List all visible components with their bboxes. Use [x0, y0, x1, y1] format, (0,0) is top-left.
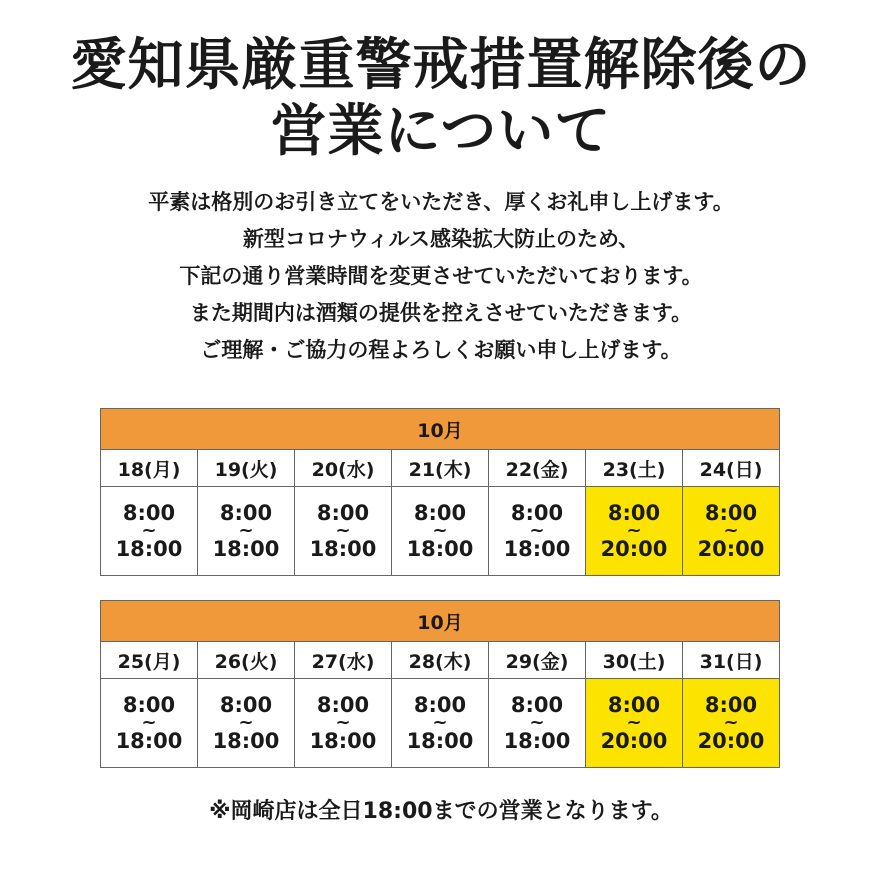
open-time: 8:00: [704, 501, 758, 525]
message-line: ご理解・ご協力の程よろしくお願い申し上げます。: [200, 338, 682, 362]
day-label: 29(金): [489, 642, 586, 679]
time-separator: ~: [238, 712, 254, 733]
time-separator: ~: [141, 520, 157, 541]
hours-cell: [101, 679, 198, 768]
open-time: 8:00: [219, 693, 273, 717]
close-time: 18:00: [406, 729, 474, 753]
time-separator: ~: [335, 520, 351, 541]
close-time: 18:00: [503, 729, 571, 753]
open-time: 8:00: [413, 501, 467, 525]
month-header: 10月: [101, 601, 780, 642]
time-separator: ~: [238, 520, 254, 541]
day-label: 21(木): [392, 450, 489, 487]
close-time: 20:00: [600, 729, 668, 753]
message-line: 平素は格別のお引き立てをいただき、厚くお礼申し上げます。: [148, 190, 734, 214]
hours-cell-weekend: [586, 679, 683, 768]
hours-cell-weekend: [683, 487, 780, 576]
hours-cell: [295, 679, 392, 768]
close-time: 20:00: [697, 729, 765, 753]
time-separator: ~: [141, 712, 157, 733]
open-time: 8:00: [704, 693, 758, 717]
close-time: 20:00: [600, 537, 668, 561]
open-time: 8:00: [607, 693, 661, 717]
close-time: 18:00: [212, 729, 280, 753]
day-label: 30(土): [586, 642, 683, 679]
page-title-line-1: 愛知県厳重警戒措置解除後の: [70, 33, 812, 98]
open-time: 8:00: [122, 693, 176, 717]
day-label: 25(月): [101, 642, 198, 679]
day-label: 22(金): [489, 450, 586, 487]
message-line: また期間内は酒類の提供を控えさせていただきます。: [189, 301, 693, 325]
close-time: 18:00: [115, 537, 183, 561]
day-label: 18(月): [101, 450, 198, 487]
open-time: 8:00: [316, 501, 370, 525]
time-separator: ~: [626, 520, 642, 541]
close-time: 18:00: [115, 729, 183, 753]
schedule-table-week-1: [100, 408, 780, 576]
close-time: 18:00: [309, 537, 377, 561]
open-time: 8:00: [607, 501, 661, 525]
close-time: 18:00: [406, 537, 474, 561]
open-time: 8:00: [413, 693, 467, 717]
close-time: 18:00: [212, 537, 280, 561]
day-label: 19(火): [198, 450, 295, 487]
close-time: 18:00: [309, 729, 377, 753]
hours-cell-weekend: [683, 679, 780, 768]
hours-cell-weekend: [586, 487, 683, 576]
hours-cell: [295, 487, 392, 576]
message-line: 新型コロナウィルス感染拡大防止のため、: [242, 227, 640, 251]
close-time: 20:00: [697, 537, 765, 561]
open-time: 8:00: [219, 501, 273, 525]
hours-cell: [489, 487, 586, 576]
day-label: 27(水): [295, 642, 392, 679]
open-time: 8:00: [510, 693, 564, 717]
day-label: 26(火): [198, 642, 295, 679]
page-title-line-2: 営業について: [270, 99, 612, 164]
hours-cell: [392, 487, 489, 576]
schedule-table-week-2: [100, 600, 780, 768]
time-separator: ~: [432, 520, 448, 541]
time-separator: ~: [529, 712, 545, 733]
day-label: 24(日): [683, 450, 780, 487]
day-label: 31(日): [683, 642, 780, 679]
open-time: 8:00: [316, 693, 370, 717]
time-separator: ~: [335, 712, 351, 733]
announcement-message: [0, 184, 882, 369]
open-time: 8:00: [122, 501, 176, 525]
close-time: 18:00: [503, 537, 571, 561]
hours-cell: [101, 487, 198, 576]
hours-cell: [392, 679, 489, 768]
time-separator: ~: [432, 712, 448, 733]
time-separator: ~: [723, 712, 739, 733]
hours-cell: [198, 487, 295, 576]
day-label: 23(土): [586, 450, 683, 487]
month-header: 10月: [101, 409, 780, 450]
time-separator: ~: [723, 520, 739, 541]
message-line: 下記の通り営業時間を変更させていただいております。: [179, 264, 703, 288]
open-time: 8:00: [510, 501, 564, 525]
hours-cell: [198, 679, 295, 768]
time-separator: ~: [529, 520, 545, 541]
day-label: 20(水): [295, 450, 392, 487]
hours-cell: [489, 679, 586, 768]
okazaki-store-note: ※岡崎店は全日18:00までの営業となります。: [209, 799, 673, 824]
day-label: 28(木): [392, 642, 489, 679]
time-separator: ~: [626, 712, 642, 733]
